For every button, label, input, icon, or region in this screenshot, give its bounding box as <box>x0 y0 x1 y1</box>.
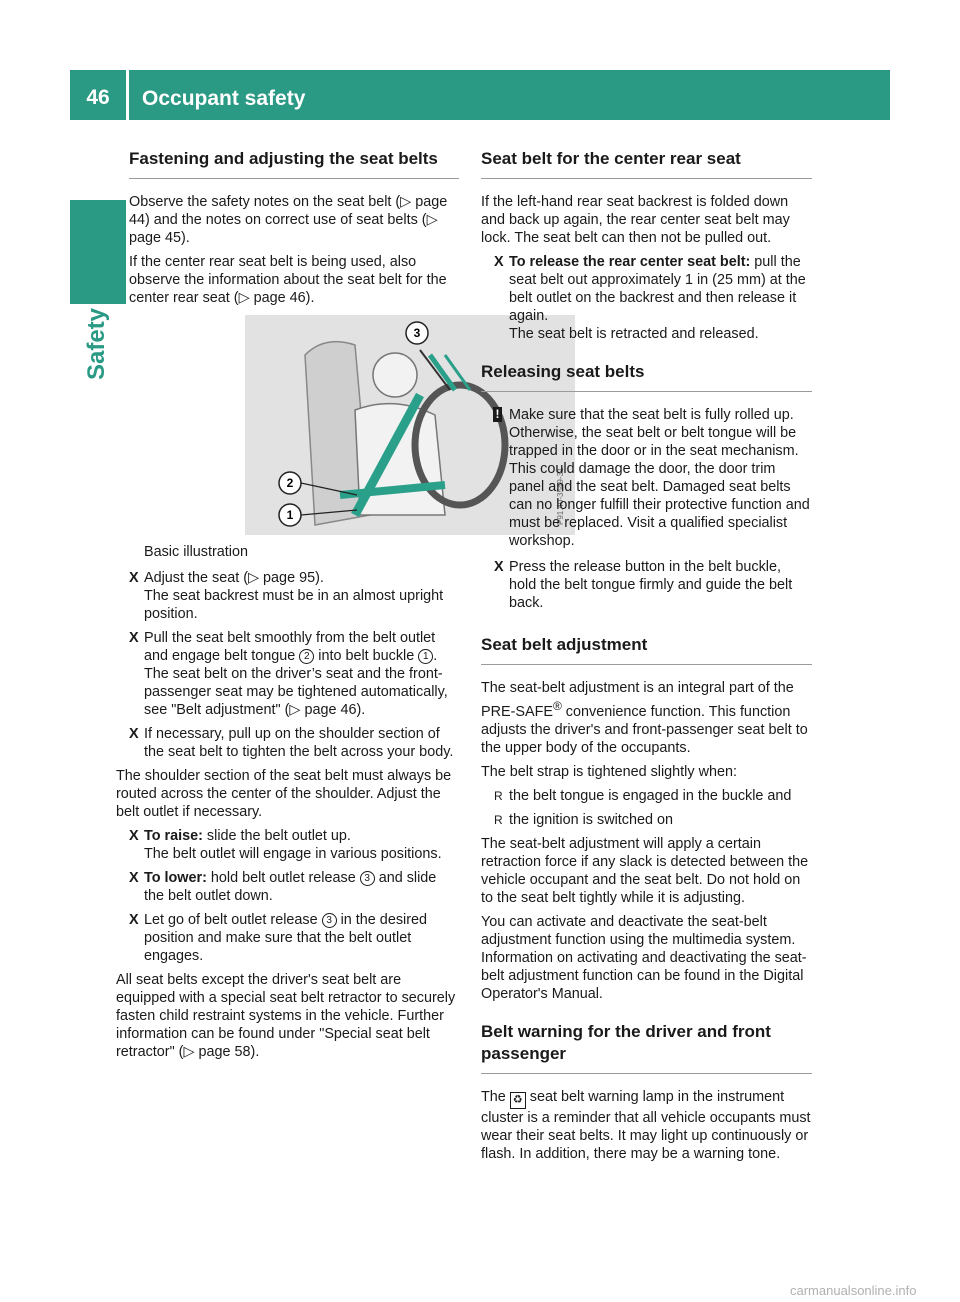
step-arrow-icon: X <box>129 828 139 844</box>
step-adjust-seat <box>116 569 459 623</box>
bullet-text: the belt tongue is engaged in the buckle and <box>509 787 792 804</box>
seat-belt-warning-icon: ♻ <box>510 1092 526 1109</box>
step-release-center <box>481 253 812 343</box>
step-arrow-icon: X <box>494 254 504 270</box>
step-let-go <box>116 911 459 965</box>
step-text: hold belt outlet release <box>206 870 360 886</box>
heading-center-rear: Seat belt for the center rear seat <box>481 148 812 179</box>
bullet-item <box>481 787 812 805</box>
step-text: pull the seat belt out approximately 1 in (25 mm) at the belt outlet on the backrest and then release it again. <box>509 254 806 324</box>
step-text: slide the belt outlet up. <box>202 828 351 844</box>
bullet-text: the ignition is switched on <box>509 811 673 828</box>
retraction-paragraph: The seat-belt adjustment will apply a certain retraction force if any slack is detected between the vehicle occupant and the seat belt. Do not hold on to the seat belt tightly while it is adjusting. <box>481 835 809 906</box>
step-arrow-icon: X <box>494 559 504 575</box>
raise-label: To raise: <box>144 828 203 844</box>
step-pull-shoulder-text: If necessary, pull up on the shoulder section of the seat belt to tighten the belt across your body. <box>144 726 454 760</box>
warning-note <box>481 406 812 550</box>
step-raise <box>116 827 459 863</box>
step-arrow-icon: X <box>129 870 139 886</box>
step-text: and slide the belt outlet down. <box>144 870 437 904</box>
section-title: Occupant safety <box>142 87 306 110</box>
footer-watermark: carmanualsonline.info <box>790 1283 917 1298</box>
step-pull-shoulder <box>116 725 459 761</box>
bullet-icon: R <box>494 788 503 803</box>
intro-paragraph-1: Observe the safety notes on the seat belt (▷ page 44) and the notes on correct use of seat belts (▷ page 45). <box>129 194 448 246</box>
release-label: To release the rear center seat belt: <box>509 254 751 270</box>
bullet-icon: R <box>494 812 503 827</box>
page-number: 46 <box>86 86 110 109</box>
shoulder-paragraph: The shoulder section of the seat belt must always be routed across the center of the shoulder. Adjust the belt outlet if necessary. <box>116 768 452 820</box>
side-label: Safety <box>83 307 110 380</box>
registered-mark: ® <box>552 699 562 713</box>
heading-belt-warning: Belt warning for the driver and front passenger <box>481 1021 812 1074</box>
header-divider <box>126 70 129 120</box>
callout-3: 3 <box>413 326 421 340</box>
paragraph-text: convenience function. This function adjusts the driver's and front-passenger seat belt to the upper body of the occupants. <box>481 703 808 756</box>
tightened-paragraph: The belt strap is tightened slightly when: <box>481 763 737 780</box>
step-arrow-icon: X <box>129 912 139 928</box>
center-rear-paragraph: If the left-hand rear seat backrest is folded down and back up again, the rear center seat belt may lock. The seat belt can then not be pulled out. <box>481 194 790 246</box>
intro-paragraph-2: If the center rear seat belt is being used, also observe the information about the seat belt for the center rear seat (▷ page 46). <box>129 254 447 306</box>
step-pull-belt-text <box>144 629 459 665</box>
heading-releasing: Releasing seat belts <box>481 361 812 392</box>
callout-ref-3: 3 <box>322 913 337 928</box>
step-text: . <box>433 648 438 664</box>
warning-icon: ! <box>493 407 502 422</box>
callout-2: 2 <box>286 476 294 490</box>
warning-note-text: Make sure that the seat belt is fully rolled up. Otherwise, the seat belt or belt tongue will be trapped in the door or in the seat mechanism. This could damage the door, the door trim panel and the seat belt. Damaged seat belts can no longer fulfill their protective function and must be replaced. Visit a qualified specialist workshop. <box>509 407 810 549</box>
step-pull-belt-note: The seat belt on the driver’s seat and the front-passenger seat may be tightened automatically, see "Belt adjustment" (▷ page 46). <box>144 666 448 718</box>
step-text: Let go of belt outlet release <box>144 912 322 928</box>
step-raise-text <box>144 827 459 845</box>
callout-ref-1: 1 <box>418 649 433 664</box>
step-pull-belt <box>116 629 459 719</box>
heading-adjustment: Seat belt adjustment <box>481 634 812 665</box>
step-lower-text <box>144 869 459 905</box>
step-press-release <box>481 558 812 612</box>
step-raise-note: The belt outlet will engage in various positions. <box>144 846 442 862</box>
activate-paragraph: You can activate and deactivate the seat-belt adjustment function using the multimedia system. Information on activating and deactivating the seat-belt adjustment function can be found in the Digital Operator's Manual. <box>481 913 807 1002</box>
step-arrow-icon: X <box>129 630 139 646</box>
step-press-release-text: Press the release button in the belt buckle, hold the belt tongue firmly and guide the belt back. <box>509 559 793 611</box>
heading-fastening: Fastening and adjusting the seat belts <box>129 148 459 179</box>
step-text: into belt buckle <box>314 648 419 664</box>
callout-ref-3: 3 <box>360 871 375 886</box>
step-adjust-seat-note: The seat backrest must be in an almost upright position. <box>144 588 444 622</box>
step-release-center-note: The seat belt is retracted and released. <box>509 326 759 342</box>
step-arrow-icon: X <box>129 570 139 586</box>
paragraph-text: The <box>481 1088 510 1105</box>
retractor-paragraph: All seat belts except the driver's seat belt are equipped with a special seat belt retractor to securely fasten child restraint systems in the vehicle. Further information can be found under "Special seat belt retractor" (▷ page 58). <box>116 972 456 1060</box>
belt-warning-paragraph <box>481 1088 812 1163</box>
step-adjust-seat-text: Adjust the seat (▷ page 95). <box>144 570 324 586</box>
bullet-item <box>481 811 812 829</box>
paragraph-text: seat belt warning lamp in the instrument cluster is a reminder that all vehicle occupants must wear their seat belts. It may light up continuously or flash. In addition, there may be a warning tone. <box>481 1088 811 1162</box>
figure-code: P91.40-3549-31 <box>556 467 565 525</box>
step-release-center-text <box>509 253 812 325</box>
callout-1: 1 <box>286 508 294 522</box>
lower-label: To lower: <box>144 870 207 886</box>
step-text: Pull the seat belt smoothly from the belt outlet and engage belt tongue <box>144 630 436 664</box>
step-text: in the desired position and make sure that the belt outlet engages. <box>144 912 428 964</box>
step-let-go-text <box>144 911 459 965</box>
right-column <box>481 148 812 1169</box>
adjustment-paragraph <box>481 679 812 757</box>
callout-ref-2: 2 <box>299 649 314 664</box>
figure-caption: Basic illustration <box>144 544 248 560</box>
step-arrow-icon: X <box>129 726 139 742</box>
step-lower <box>116 869 459 905</box>
paragraph-text: The seat-belt adjustment is an integral part of the PRE-SAFE <box>481 680 794 720</box>
